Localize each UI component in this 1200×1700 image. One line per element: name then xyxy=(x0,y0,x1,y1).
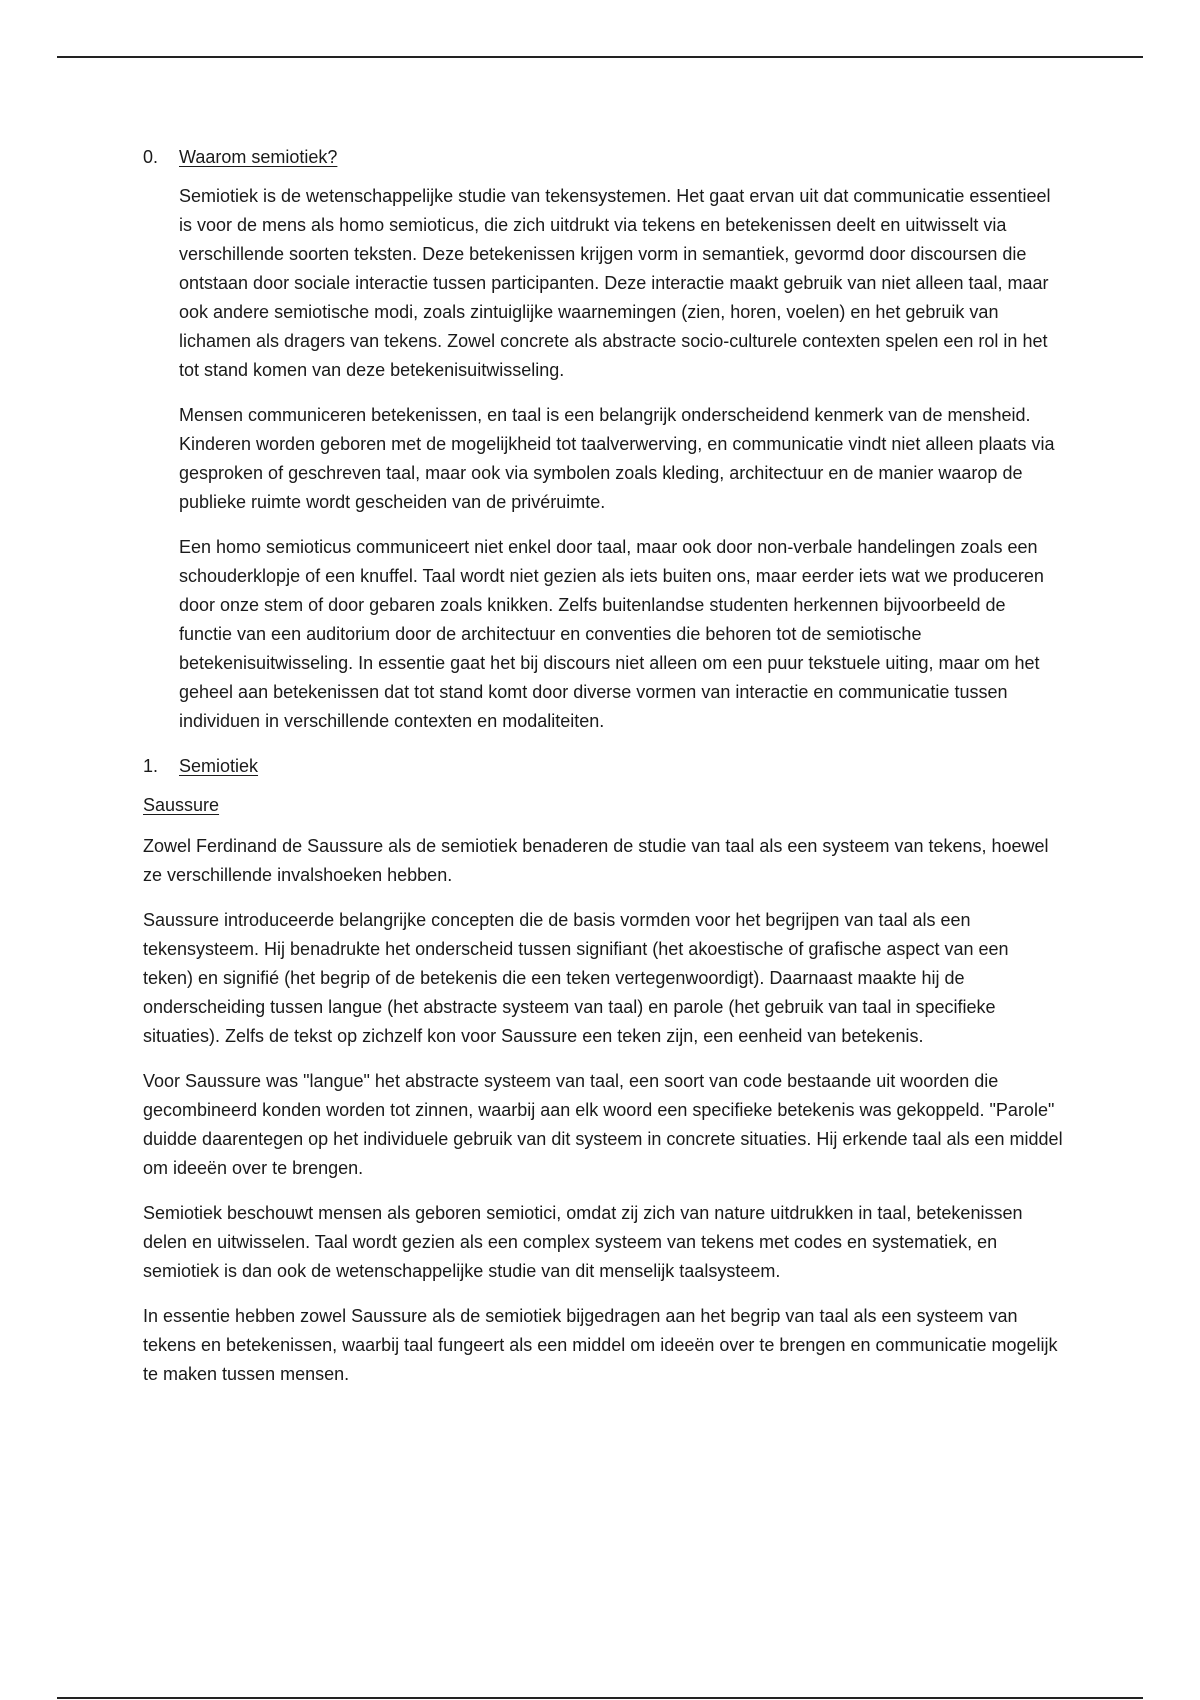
section-0-paragraph-3: Een homo semioticus communiceert niet enkel door taal, maar ook door non-verbale handelingen zoals een schouderklopje of een knuffel. Taal wordt niet gezien als iets buiten ons, maar eerder iets wat we produceren door onze stem of door gebaren zoals knikken. Zelfs buitenlandse studenten herkennen bijvoorbeeld de functie van een auditorium door de architectuur en conventies die behoren tot de semiotische betekenisuitwisseling. In essentie gaat het bij discours niet alleen om een puur tekstuele uiting, maar om het geheel aan betekenissen dat tot stand komt door diverse vormen van interactie en communicatie tussen individuen in verschillende contexten en modaliteiten. xyxy=(179,537,1044,731)
section-0-number: 0. xyxy=(143,147,159,167)
footer-rule xyxy=(57,1697,1143,1699)
section-1-paragraph-2: Saussure introduceerde belangrijke concepten die de basis vormden voor het begrijpen van taal als een tekensysteem. Hij benadrukte het onderscheid tussen signifiant (het akoestische of grafische aspect van een teken) en signifié (het begrip of de betekenis die een teken vertegenwoordigt). Daarnaast maakte hij de onderscheiding tussen langue (het abstracte systeem van taal) en parole (het gebruik van taal in specifieke situaties). Zelfs de tekst op zichzelf kon voor Saussure een teken zijn, een eenheid van betekenis. xyxy=(143,910,1009,1046)
saussure-subheading: Saussure xyxy=(143,795,220,815)
section-1-paragraph-4: Semiotiek beschouwt mensen als geboren semiotici, omdat zij zich van nature uitdrukken in taal, betekenissen delen en uitwisselen. Taal wordt gezien als een complex systeem van tekens met codes en systematiek, en semiotiek is dan ook de wetenschappelijke studie van dit menselijk taalsysteem. xyxy=(143,1203,1023,1281)
header-rule xyxy=(57,56,1143,58)
document-body xyxy=(143,143,1063,1405)
section-1-paragraph-1: Zowel Ferdinand de Saussure als de semiotiek benaderen de studie van taal als een systeem van tekens, hoewel ze verschillende invalshoeken hebben. xyxy=(143,836,1049,885)
section-0-paragraph-2: Mensen communiceren betekenissen, en taal is een belangrijk onderscheidend kenmerk van de mensheid. Kinderen worden geboren met de mogelijkheid tot taalverwerving, en communicatie vindt niet alleen plaats via gesproken of geschreven taal, maar ook via symbolen zoals kleding, architectuur en de manier waarop de publieke ruimte wordt gescheiden van de privéruimte. xyxy=(179,405,1055,512)
section-1-title: Semiotiek xyxy=(179,756,259,776)
section-0-title: Waarom semiotiek? xyxy=(179,147,338,167)
section-0-paragraph-1: Semiotiek is de wetenschappelijke studie van tekensystemen. Het gaat ervan uit dat communicatie essentieel is voor de mens als homo semioticus, die zich uitdrukt via tekens en betekenissen deelt en uitwisselt via verschillende soorten teksten. Deze betekenissen krijgen vorm in semantiek, gevormd door discoursen die ontstaan door sociale interactie tussen participanten. Deze interactie maakt gebruik van niet alleen taal, maar ook andere semiotische modi, zoals zintuiglijke waarnemingen (zien, horen, voelen) en het gebruik van lichamen als dragers van tekens. Zowel concrete als abstracte socio-culturele contexten spelen een rol in het tot stand komen van deze betekenisuitwisseling. xyxy=(179,186,1051,380)
section-1-heading xyxy=(143,752,1063,781)
section-1-number: 1. xyxy=(143,756,159,776)
section-1-paragraph-3: Voor Saussure was "langue" het abstracte systeem van taal, een soort van code bestaande uit woorden die gecombineerd konden worden tot zinnen, waarbij aan elk woord een specifieke betekenis was gekoppeld. "Parole" duidde daarentegen op het individuele gebruik van dit systeem in concrete situaties. Hij erkende taal als een middel om ideeën over te brengen. xyxy=(143,1071,1063,1178)
section-0-heading xyxy=(143,143,1063,172)
section-1-paragraph-5: In essentie hebben zowel Saussure als de semiotiek bijgedragen aan het begrip van taal als een systeem van tekens en betekenissen, waarbij taal fungeert als een middel om ideeën over te brengen en communicatie mogelijk te maken tussen mensen. xyxy=(143,1306,1058,1384)
